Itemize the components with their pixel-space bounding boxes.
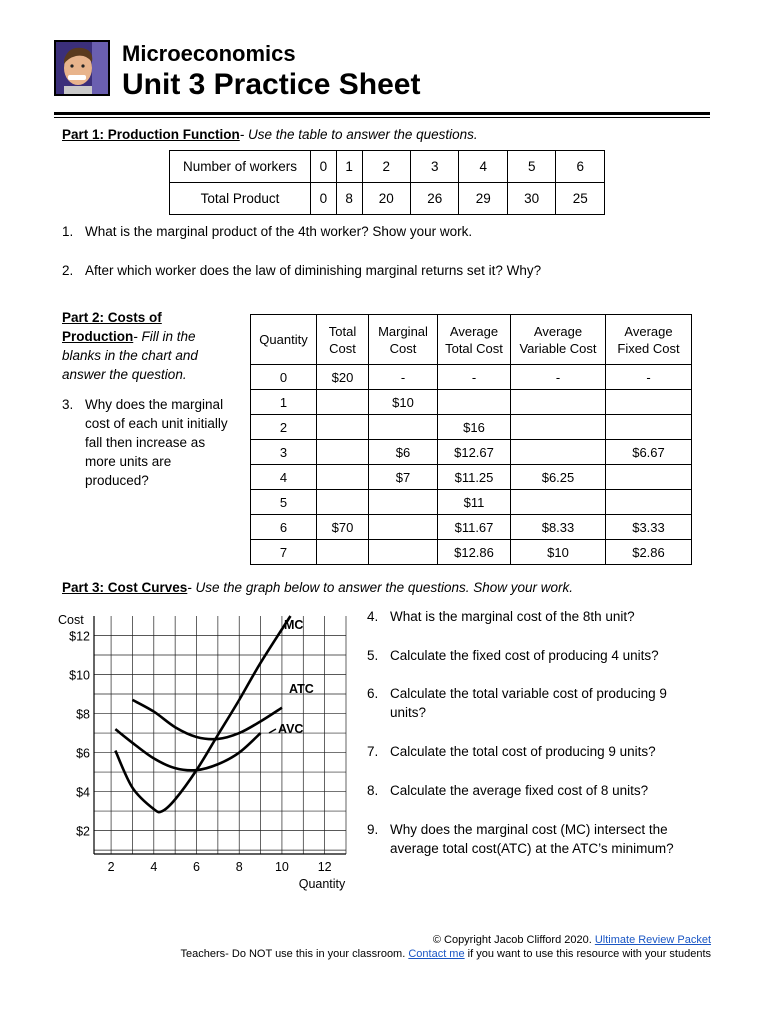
table-cell <box>606 390 692 415</box>
question-number: 9. <box>367 822 379 837</box>
question-line: Why does the marginal <box>85 397 224 412</box>
table-cell: 0 <box>311 151 337 183</box>
table-cell: - <box>438 365 511 390</box>
table-cell: 2 <box>362 151 410 183</box>
question-text <box>390 820 707 858</box>
table-cell <box>511 490 606 515</box>
x-tick-label: 12 <box>317 860 332 874</box>
costs-table <box>250 314 692 565</box>
table-cell: $11 <box>438 490 511 515</box>
question-line: average total cost(ATC) at the ATC’s minimum? <box>390 841 674 856</box>
table-cell <box>511 415 606 440</box>
table-row <box>251 415 692 440</box>
table-cell <box>438 390 511 415</box>
question-line: Calculate the fixed cost of producing 4 units? <box>390 648 659 663</box>
teacher-notice-end: if you want to use this resource with your students <box>467 948 711 960</box>
table-row <box>251 540 692 565</box>
y-tick-label: $12 <box>69 629 90 644</box>
table-cell: 20 <box>362 183 410 215</box>
table-cell: - <box>511 365 606 390</box>
curve-label-mc: MC <box>284 618 304 632</box>
part2-heading-line2: Production <box>62 329 134 344</box>
table-cell: $12.86 <box>438 540 511 565</box>
x-tick-label: 10 <box>274 860 289 874</box>
workers-row <box>170 151 605 183</box>
table-cell: $11.67 <box>438 515 511 540</box>
table-cell <box>317 390 369 415</box>
table-row <box>251 465 692 490</box>
y-tick-label: $8 <box>76 707 90 722</box>
question-text: What is the marginal product of the 4th worker? Show your work. <box>85 224 473 239</box>
x-tick-label: 2 <box>107 860 115 874</box>
question-line: more units are <box>85 454 172 469</box>
curve-label-avc: AVC <box>278 722 304 736</box>
teacher-notice: Teachers- Do NOT use this in your classroom. <box>180 948 406 960</box>
header-text: Average <box>449 323 499 339</box>
question-number: 6. <box>367 686 379 701</box>
question-number: 7. <box>367 744 379 759</box>
table-row <box>251 490 692 515</box>
header-quantity <box>251 315 317 365</box>
table-cell <box>317 440 369 465</box>
question-line: Calculate the total variable cost of producing 9 <box>390 686 667 701</box>
table-cell: $12.67 <box>438 440 511 465</box>
table-cell: $3.33 <box>606 515 692 540</box>
table-cell: 3 <box>251 440 317 465</box>
table-row <box>251 440 692 465</box>
table-cell <box>317 490 369 515</box>
header-text: Average <box>533 323 583 339</box>
table-cell <box>317 465 369 490</box>
table-cell <box>511 390 606 415</box>
y-axis-label: Cost <box>58 613 84 627</box>
page-title: Unit 3 Practice Sheet <box>122 68 421 101</box>
table-cell: 0 <box>251 365 317 390</box>
header-divider-thin <box>54 117 710 118</box>
question-text <box>390 742 707 761</box>
table-cell <box>317 540 369 565</box>
table-cell: 2 <box>251 415 317 440</box>
subject-title: Microeconomics <box>122 41 296 66</box>
table-cell: $10 <box>369 390 438 415</box>
table-cell <box>606 465 692 490</box>
table-cell: 29 <box>459 183 507 215</box>
question-number: 5. <box>367 648 379 663</box>
header-text: Variable Cost <box>519 340 597 356</box>
part2-intro <box>62 308 242 384</box>
header-average-fixed-cost <box>606 315 692 365</box>
question-text: After which worker does the law of diminishing marginal returns set it? Why? <box>85 263 542 278</box>
table-cell: 4 <box>251 465 317 490</box>
part2-instruction-line1: - Fill in the <box>133 329 196 344</box>
table-cell: $2.86 <box>606 540 692 565</box>
part1-instruction: - Use the table to answer the questions. <box>239 127 478 142</box>
table-cell: 8 <box>336 183 362 215</box>
table-row <box>251 390 692 415</box>
question-line: Why does the marginal cost (MC) intersect the <box>390 822 668 837</box>
header-text: Total Cost <box>445 340 503 356</box>
table-cell: $8.33 <box>511 515 606 540</box>
costs-body <box>251 365 692 565</box>
table-cell: 7 <box>251 540 317 565</box>
x-tick-label: 6 <box>193 860 200 874</box>
part3-intro <box>62 578 573 597</box>
table-cell: 25 <box>556 183 605 215</box>
table-row <box>251 365 692 390</box>
table-cell: $16 <box>438 415 511 440</box>
table-row <box>251 515 692 540</box>
table-cell <box>511 440 606 465</box>
question-line: fall then increase as <box>85 435 206 450</box>
curve-mc <box>115 616 290 812</box>
question-text <box>85 395 242 490</box>
question-line: What is the marginal cost of the 8th unit? <box>390 609 635 624</box>
part1-intro <box>62 125 478 144</box>
table-cell: 5 <box>251 490 317 515</box>
question-number: 2. <box>62 263 74 278</box>
table-cell: $20 <box>317 365 369 390</box>
footer-line-1 <box>433 934 711 946</box>
header-text: Marginal <box>378 323 428 339</box>
table-cell: $6.25 <box>511 465 606 490</box>
question-number: 3. <box>62 397 74 412</box>
header-text: Quantity <box>259 332 308 347</box>
table-cell: 1 <box>336 151 362 183</box>
y-tick-label: $4 <box>76 785 90 800</box>
cost-curves-chart <box>50 606 360 896</box>
y-tick-label: $10 <box>69 668 90 683</box>
question-number: 4. <box>367 609 379 624</box>
table-cell <box>606 415 692 440</box>
costs-header-row <box>251 315 692 365</box>
part2-heading-line1: Part 2: Costs of <box>62 310 162 325</box>
product-row <box>170 183 605 215</box>
part3-instruction: - Use the graph below to answer the questions. Show your work. <box>187 580 573 595</box>
table-cell <box>606 490 692 515</box>
table-cell <box>317 415 369 440</box>
header-divider <box>54 112 710 115</box>
table-cell: 4 <box>459 151 507 183</box>
footer-line-2 <box>181 948 711 960</box>
table-cell: 30 <box>507 183 555 215</box>
table-cell: 3 <box>410 151 458 183</box>
x-tick-label: 4 <box>150 860 158 874</box>
ultimate-review-packet-link[interactable]: Ultimate Review Packet <box>594 934 711 946</box>
header-text: Average <box>624 323 673 339</box>
y-tick-label: $6 <box>76 746 90 761</box>
question-number: 1. <box>62 224 74 239</box>
question-line: produced? <box>85 473 149 488</box>
question-line: cost of each unit initially <box>85 416 228 431</box>
row-label: Number of workers <box>170 151 311 183</box>
table-cell: 6 <box>251 515 317 540</box>
header-text: Fixed Cost <box>617 340 680 356</box>
table-cell <box>369 540 438 565</box>
header-average-variable-cost <box>511 315 606 365</box>
x-axis-label: Quantity <box>298 877 346 891</box>
header-marginal-cost <box>369 315 438 365</box>
question-text <box>390 781 707 800</box>
copyright-text: © Copyright Jacob Clifford 2020. <box>432 934 592 946</box>
table-cell: $6 <box>369 440 438 465</box>
curve-avc <box>115 729 260 770</box>
table-cell <box>369 515 438 540</box>
author-avatar <box>54 40 110 96</box>
table-cell: 26 <box>410 183 458 215</box>
table-cell: 0 <box>311 183 337 215</box>
table-cell: 5 <box>507 151 555 183</box>
question-line: units? <box>390 705 427 720</box>
avc-pointer <box>269 729 276 733</box>
part2-instruction-line3: answer the question. <box>62 367 187 382</box>
header-text: Total <box>328 323 357 339</box>
part3-heading: Part 3: Cost Curves <box>62 580 188 595</box>
question-text <box>390 607 707 626</box>
contact-me-link[interactable]: Contact me <box>408 948 465 960</box>
table-cell: $6.67 <box>606 440 692 465</box>
question-line: Calculate the total cost of producing 9 units? <box>390 744 656 759</box>
row-label: Total Product <box>170 183 311 215</box>
table-cell <box>369 490 438 515</box>
table-cell: $7 <box>369 465 438 490</box>
y-tick-label: $2 <box>76 824 90 839</box>
question-number: 8. <box>367 783 379 798</box>
curve-label-atc: ATC <box>289 682 314 696</box>
part1-heading: Part 1: Production Function <box>62 127 240 142</box>
question-line: Calculate the average fixed cost of 8 units? <box>390 783 649 798</box>
table-cell: - <box>606 365 692 390</box>
production-table <box>169 150 605 215</box>
author-photo <box>56 42 108 94</box>
table-cell: 6 <box>556 151 605 183</box>
table-cell: $11.25 <box>438 465 511 490</box>
header-text: Cost <box>329 340 356 356</box>
table-cell <box>369 415 438 440</box>
part2-instruction-line2: blanks in the chart and <box>62 348 198 363</box>
header-total-cost <box>317 315 369 365</box>
table-cell: - <box>369 365 438 390</box>
table-cell: $10 <box>511 540 606 565</box>
header-average-total-cost <box>438 315 511 365</box>
question-text <box>390 646 707 665</box>
x-tick-label: 8 <box>235 860 243 874</box>
header-text: Cost <box>389 340 417 356</box>
question-text <box>390 684 707 722</box>
table-cell: $70 <box>317 515 369 540</box>
table-cell: 1 <box>251 390 317 415</box>
